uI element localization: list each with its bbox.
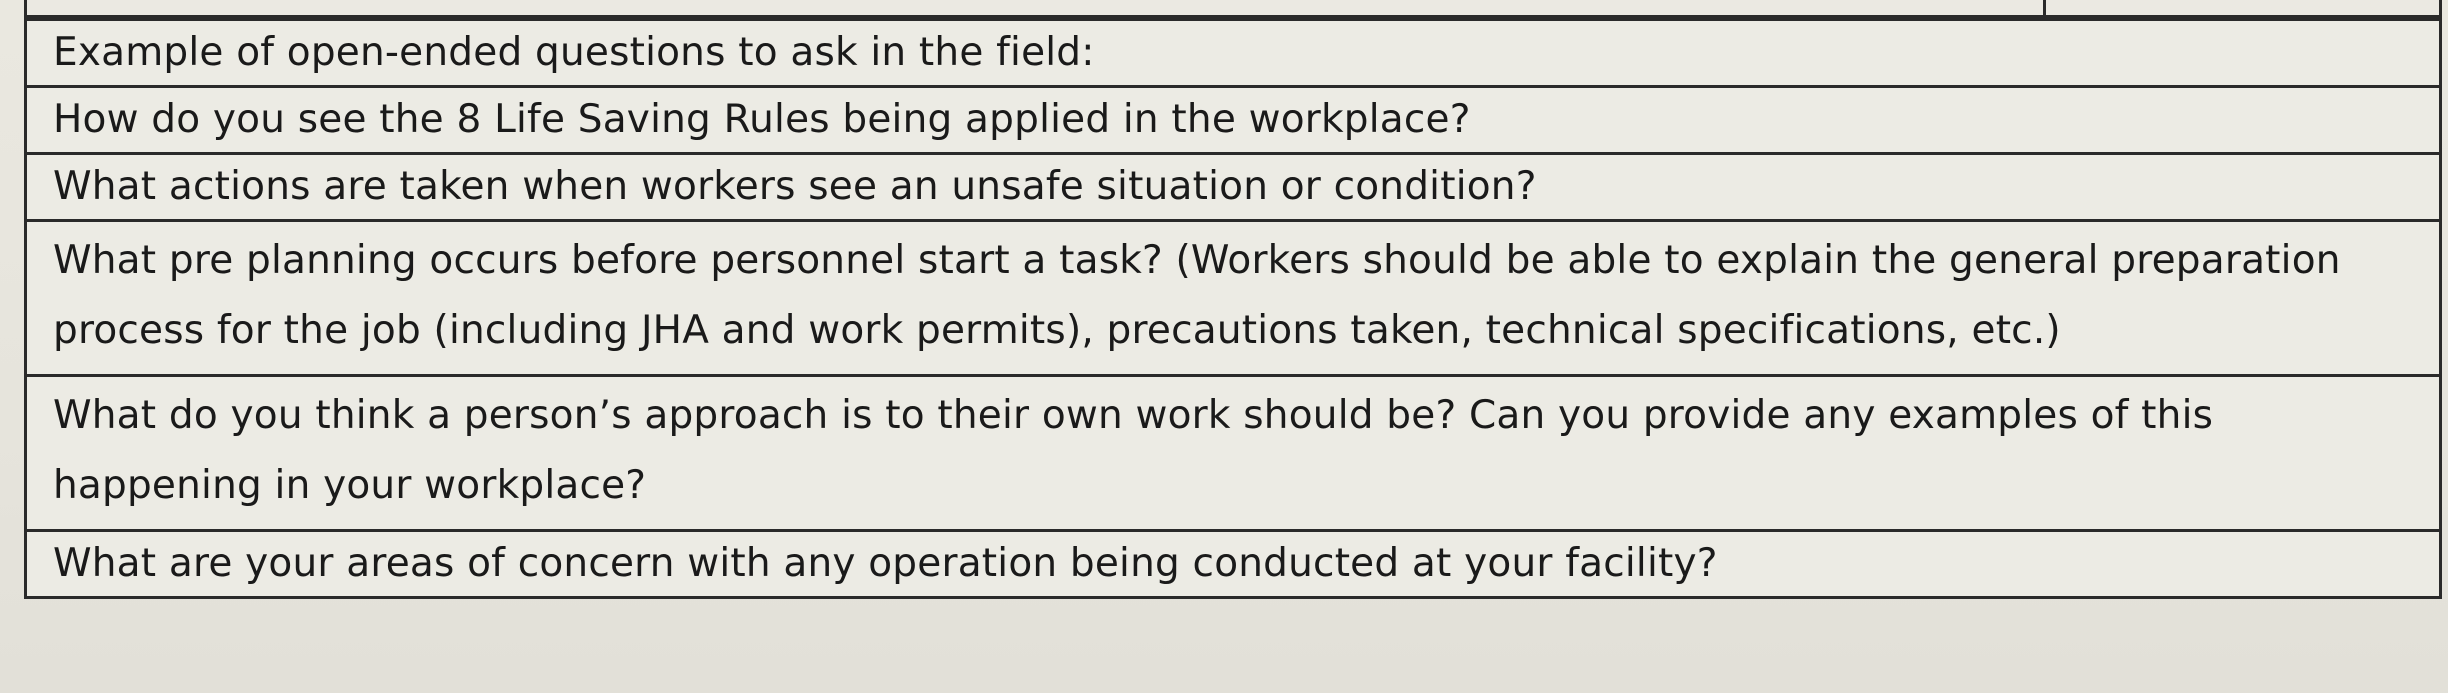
table-row	[26, 87, 2441, 154]
question-item: What do you think a person’s approach is to their own work should be? Can you provide any examples of this happening in your workplace?	[26, 376, 2441, 531]
question-item: How do you see the 8 Life Saving Rules being applied in the workplace?	[26, 87, 2441, 154]
question-item: What actions are taken when workers see an unsafe situation or condition?	[26, 154, 2441, 221]
table-row	[26, 154, 2441, 221]
question-item: What are your areas of concern with any operation being conducted at your facility?	[26, 531, 2441, 598]
table-row	[26, 531, 2441, 598]
previous-table-edge	[24, 0, 2442, 18]
open-ended-questions-table	[24, 18, 2442, 599]
table-cell-divider	[2043, 0, 2046, 15]
questions-heading: Example of open-ended questions to ask in the field:	[26, 20, 2441, 87]
table-row	[26, 20, 2441, 87]
table-row	[26, 376, 2441, 531]
table-row	[26, 221, 2441, 376]
question-item: What pre planning occurs before personnel start a task? (Workers should be able to explain the general preparation process for the job (including JHA and work permits), precautions taken, technical specifications, etc.)	[26, 221, 2441, 376]
